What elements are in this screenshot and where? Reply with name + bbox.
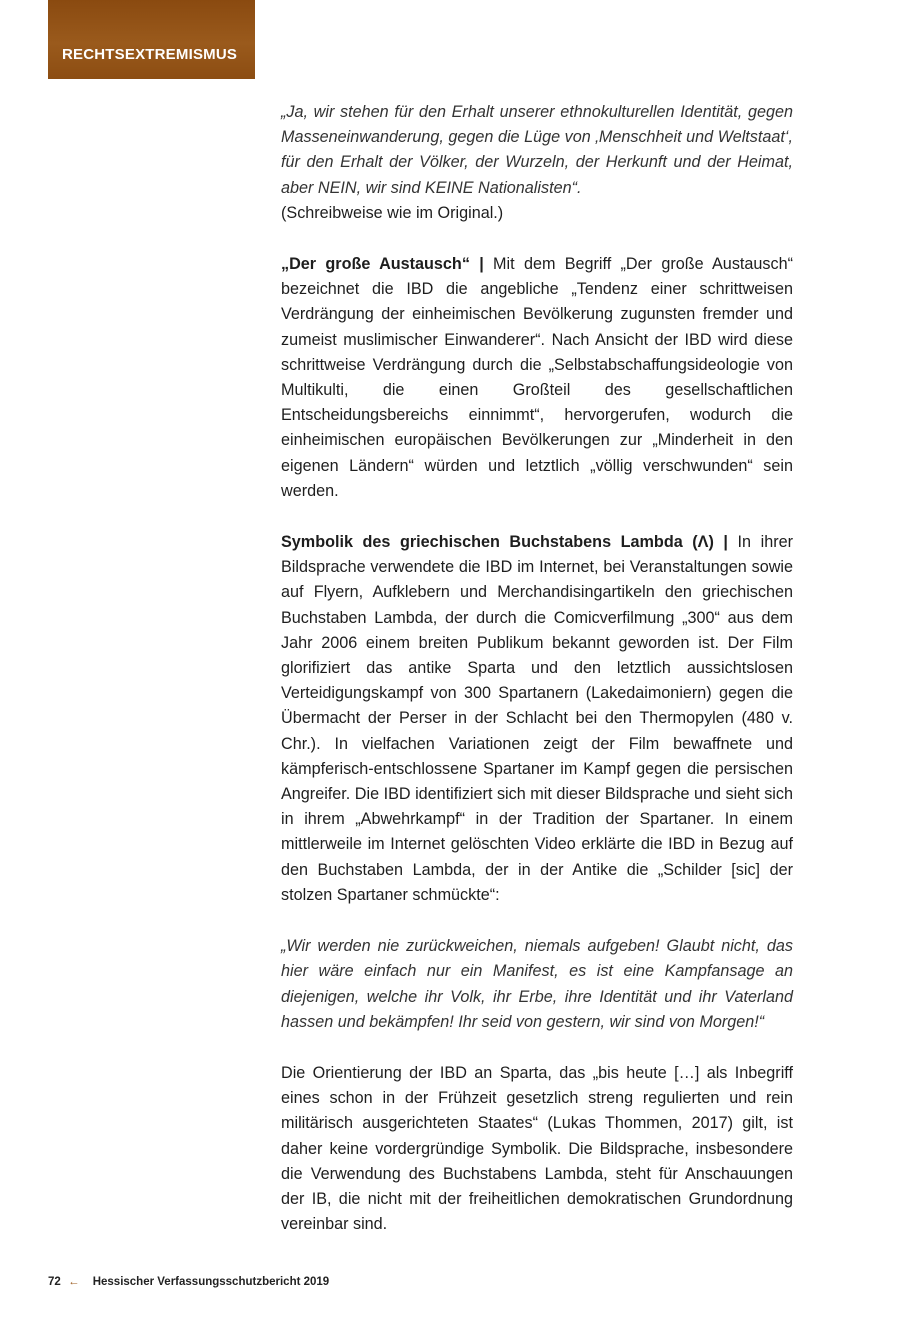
arrow-left-icon: ← xyxy=(68,1276,80,1288)
paragraph-text-lambda: In ihrer Bildsprache verwendete die IBD im Internet, bei Veranstaltungen sowie auf Flyern, Aufklebern und Merchandisingartikeln den griechischen Buchstaben Lambda, der durch die Comicverfilmung „300“ aus dem Jahr 2006 einem breiten Publikum bekannt geworden ist. Der Film glorifiziert das antike Sparta und den letztlich aussichtslosen Verteidigungskampf von 300 Spartanern (Lakedaimoniern) gegen die Übermacht der Perser in der Schlacht bei den Thermopylen (480 v. Chr.). In vielfachen Variationen zeigt der Film bewaffnete und kämpferisch-entschlossene Spartaner im Kampf gegen die persischen Angreifer. Die IBD identifiziert sich mit dieser Bildsprache und sieht sich in ihrem „Abwehrkampf“ in der Tradition der Spartaner. In einem mittlerweile im Internet gelöschten Video erklärte die IBD in Bezug auf den Buchstaben Lambda, der in der Antike die „Schilder [sic] der stolzen Spartaner schmückte“: xyxy=(281,533,793,904)
spelling-note: (Schreibweise wie im Original.) xyxy=(281,203,504,222)
paragraph-lead-grosser-austausch: „Der große Austausch“ | xyxy=(281,255,484,274)
publication-title: Hessischer Verfassungsschutzbericht 2019 xyxy=(92,1276,330,1288)
page-footer xyxy=(48,1276,329,1288)
paragraph-lambda-symbolism xyxy=(281,530,793,908)
main-content xyxy=(281,100,793,1263)
quote-kampfansage: „Wir werden nie zurückweichen, niemals aufgeben! Glaubt nicht, das hier wäre einfach nur ein Manifest, es ist eine Kampfansage an diejenigen, welche ihr Volk, ihr Erbe, ihre Identität und ihr Vaterland hassen und bekämpfen! Ihr seid von gestern, wir sind von Morgen!“ xyxy=(281,937,793,1031)
page-number: 72 xyxy=(48,1276,61,1288)
quote-ethnocultural-identity: „Ja, wir stehen für den Erhalt unserer ethnokulturellen Identität, gegen Masseneinwanderung, gegen die Lüge von ‚Menschheit und Weltstaat‘, für den Erhalt der Völker, der Wurzeln, der Herkunft und der Heimat, aber NEIN, wir sind KEINE Nationalisten“. xyxy=(281,103,793,197)
paragraph-sparta-orientation: Die Orientierung der IBD an Sparta, das „bis heute […] als Inbegriff eines schon in der Frühzeit gesetzlich streng regulierten und rein militärisch ausgerichteten Staates“ (Lukas Thommen, 2017) gilt, ist daher keine vordergründige Symbolik. Die Bildsprache, insbesondere die Verwendung des Buchstabens Lambda, steht für Anschauungen der IB, die nicht mit der freiheitlichen demokratischen Grundordnung vereinbar sind. xyxy=(281,1063,793,1234)
paragraph-text-grosser-austausch: Mit dem Begriff „Der große Austausch“ bezeichnet die IBD die angebliche „Tendenz einer schrittweisen Verdrängung der einheimischen Bevölkerung zugunsten fremder und zumeist muslimischer Einwanderer“. Nach Ansicht der IBD wird diese schrittweise Verdrängung durch die „Selbstabschaffungsideologie von Multikulti, die einen Großteil des gesellschaftlichen Entscheidungsbereichs einnimmt“, hervorgerufen, wodurch die einheimischen europäischen Bevölkerungen zur „Minderheit in den eigenen Ländern“ würden und letztlich „völlig verschwunden“ sein werden. xyxy=(281,255,793,500)
paragraph-lead-lambda: Symbolik des griechischen Buchstabens Lambda (Λ) | xyxy=(281,533,728,552)
section-title: RECHTSEXTREMISMUS xyxy=(62,46,238,63)
section-header-tab xyxy=(48,0,255,79)
paragraph-grosser-austausch xyxy=(281,252,793,504)
